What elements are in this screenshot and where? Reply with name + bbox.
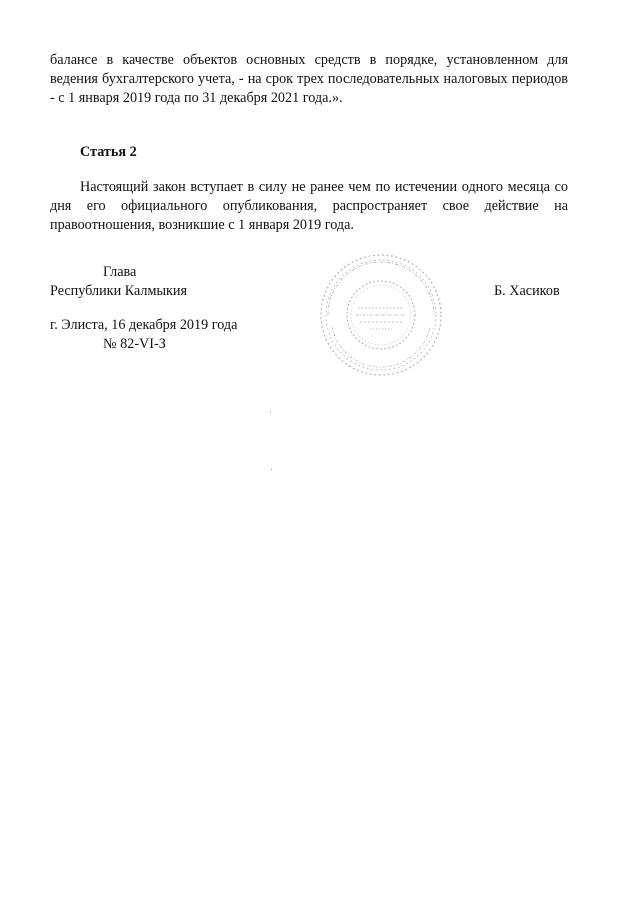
scan-speck [271, 469, 272, 470]
paragraph-continuation: балансе в качестве объектов основных средств в порядке, установленном для ведения бухгалтерского учета, - на срок трех последовательных налоговых периодов - с 1 января 2019 года по 31 декабря 2021 года.». [50, 52, 568, 106]
law-number: № 82-VI-З [103, 336, 166, 352]
article-text: Настоящий закон вступает в силу не ранее чем по истечении одного месяца со дня его официального опубликования, распространяет свое действие на правоотношения, возникшие с 1 января 2019 года. [50, 179, 568, 233]
place-and-date: г. Элиста, 16 декабря 2019 года [50, 317, 238, 333]
scan-speck [270, 411, 271, 412]
article-heading: Статья 2 [80, 144, 137, 160]
round-official-seal-icon [318, 252, 444, 378]
signatory-title-line2: Республики Калмыкия [50, 283, 188, 299]
signatory-title-line1: Глава [103, 264, 137, 280]
signatory-name: Б. Хасиков [494, 283, 560, 299]
